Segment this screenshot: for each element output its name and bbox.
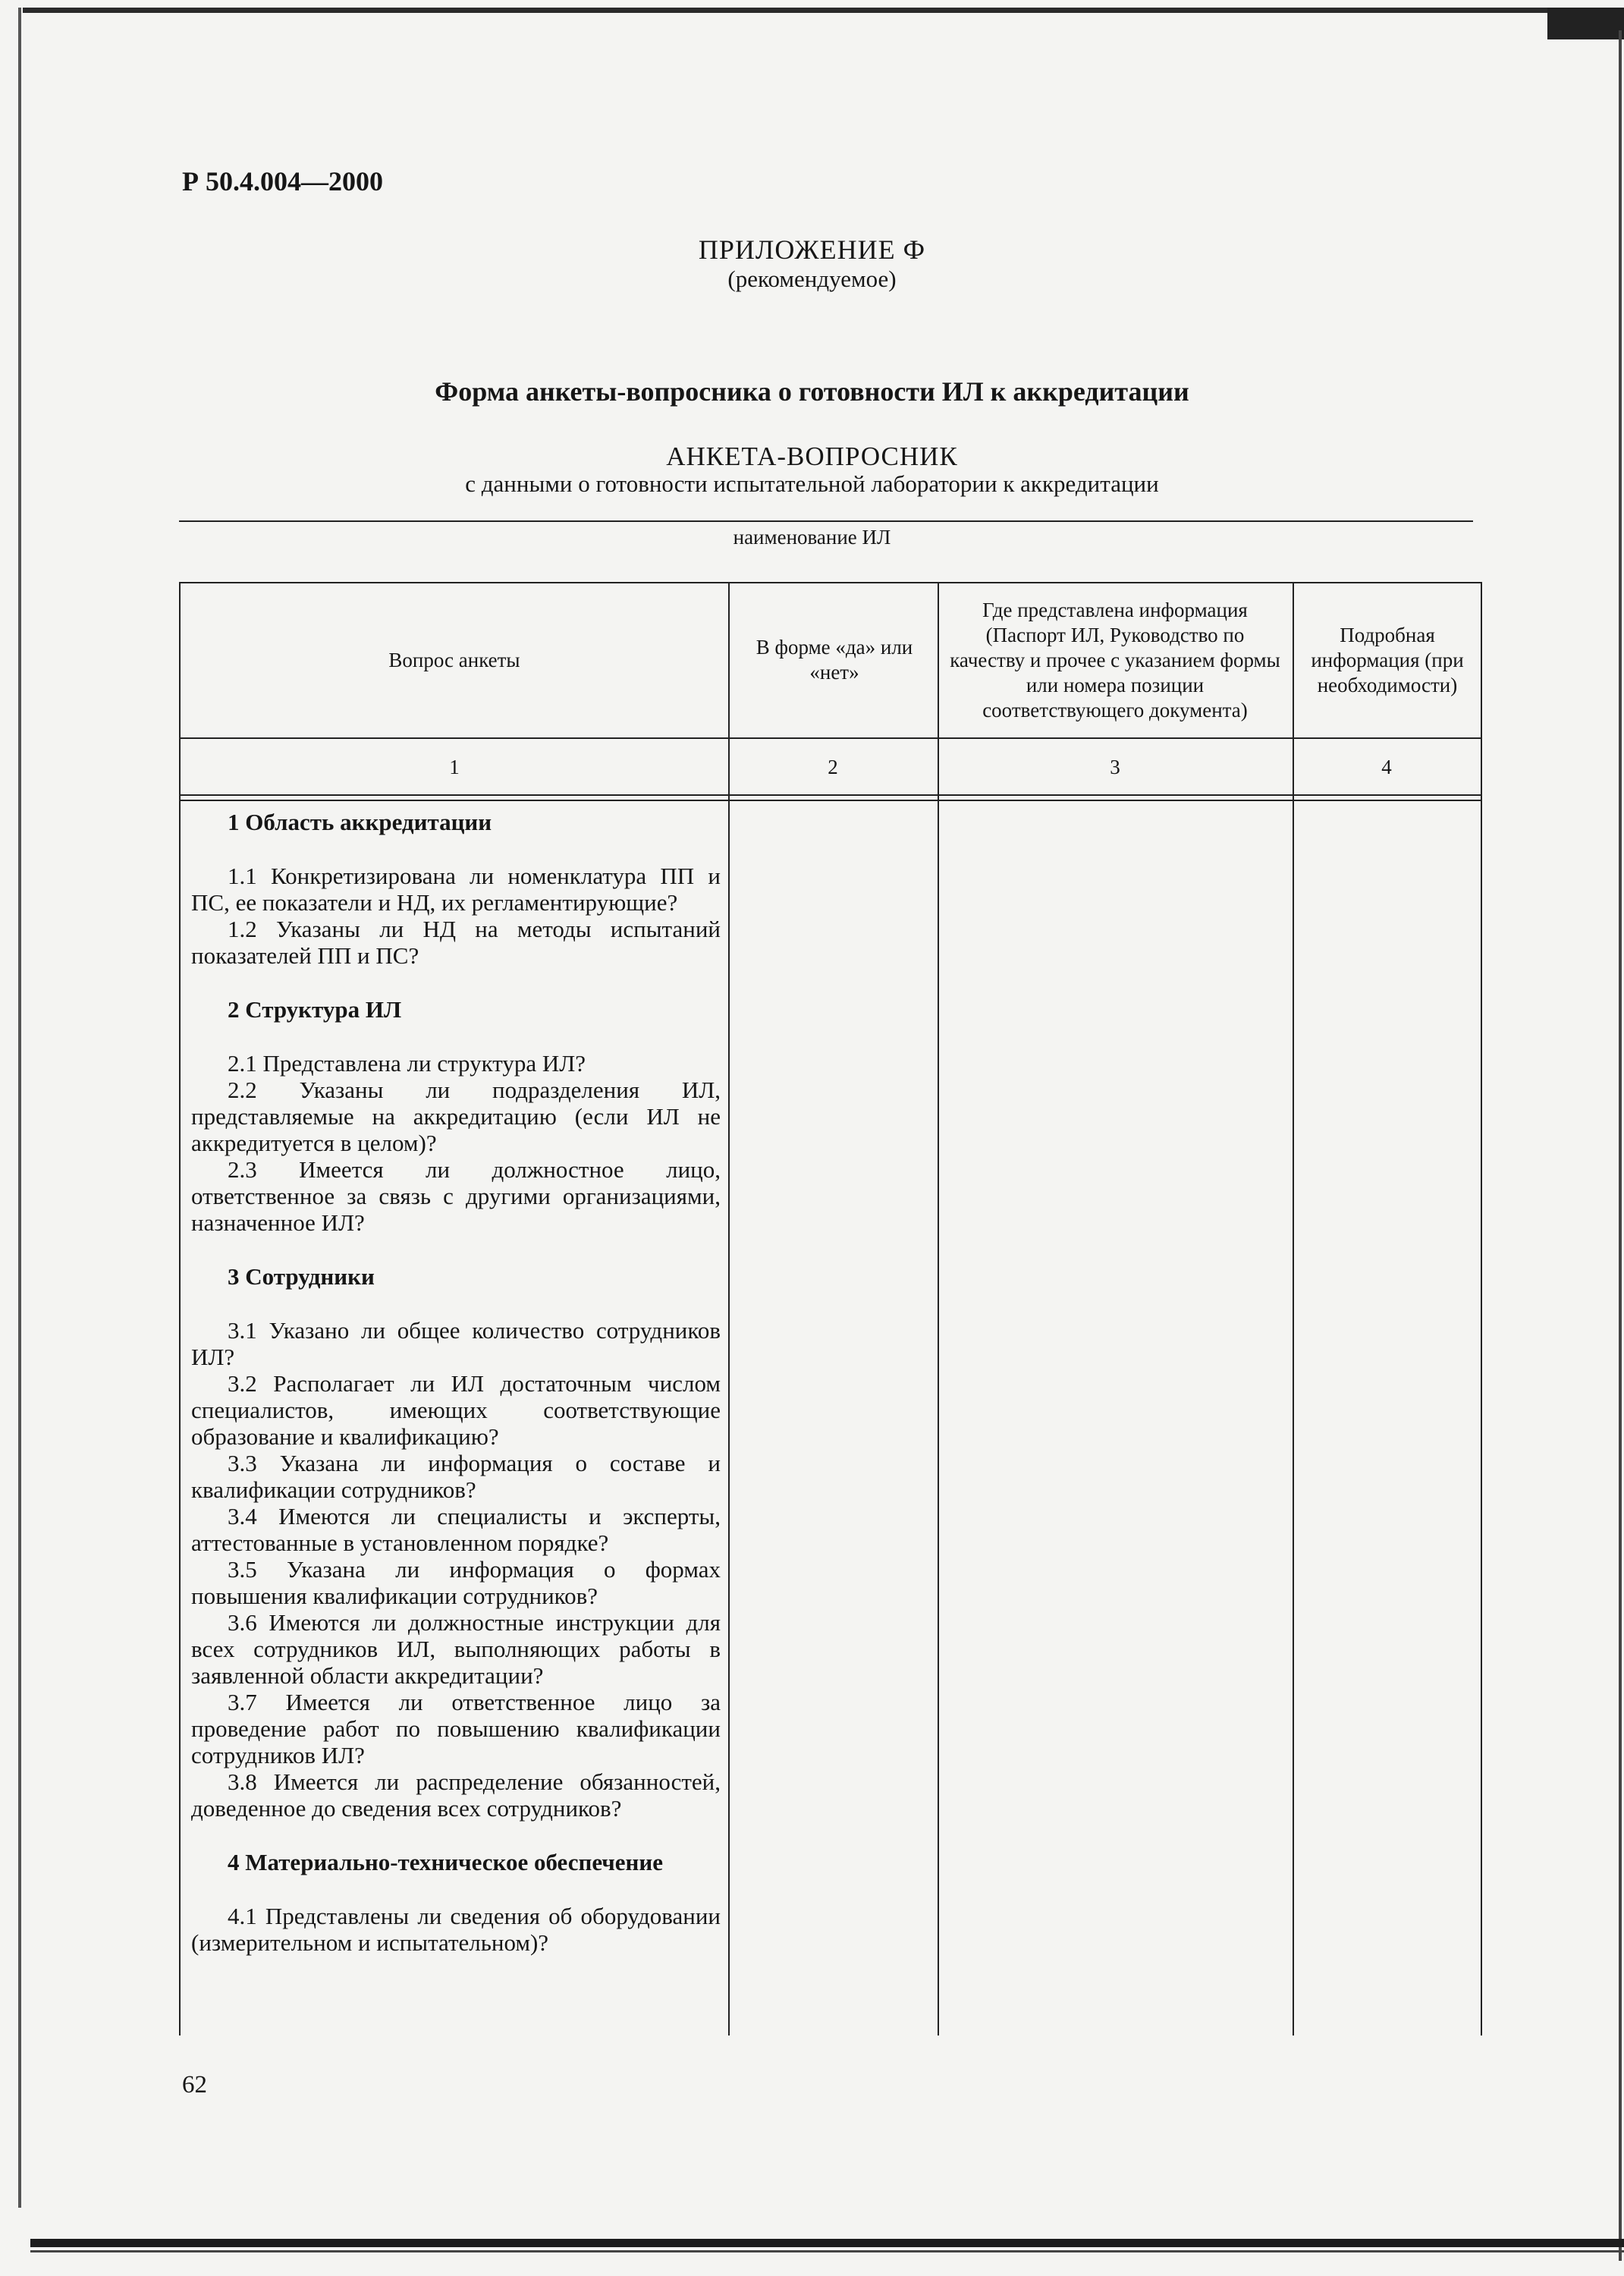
- section-heading: 2 Структура ИЛ: [228, 996, 402, 1023]
- question-item: 3.1 Указано ли общее количество сотрудников ИЛ?: [191, 1317, 721, 1370]
- questionnaire-subtitle: с данными о готовности испытательной лаборатории к аккредитации: [465, 470, 1159, 497]
- table-col-border-3: [1293, 582, 1294, 2036]
- section-heading: 3 Сотрудники: [228, 1263, 375, 1290]
- question-item: 3.7 Имеется ли ответственное лицо за проведение работ по повышению квалификации сотрудников ИЛ?: [191, 1689, 721, 1768]
- column-number-3: 3: [1110, 756, 1120, 778]
- scan-border-top: [23, 8, 1608, 13]
- table-col-border-2: [938, 582, 939, 2036]
- header-yes-no: В форме «да» или «нет»: [755, 636, 913, 684]
- question-item: 2.2 Указаны ли подразделения ИЛ, представляемые на аккредитацию (если ИЛ не аккредитуется в целом)?: [191, 1077, 721, 1156]
- appendix-note: (рекомендуемое): [727, 266, 897, 292]
- question-item: 3.3 Указана ли информация о составе и квалификации сотрудников?: [191, 1450, 721, 1503]
- scan-border-right: [1619, 30, 1622, 2261]
- form-title: Форма анкеты-вопросника о готовности ИЛ к аккредитации: [435, 376, 1189, 407]
- section-heading: 1 Область аккредитации: [228, 809, 492, 835]
- column-number-2: 2: [828, 756, 838, 778]
- question-item: 4.1 Представлены ли сведения об оборудовании (измерительном и испытательном)?: [191, 1903, 721, 1956]
- question-item: 1.2 Указаны ли НД на методы испытаний показателей ПП и ПС?: [191, 916, 721, 969]
- question-item: 3.2 Располагает ли ИЛ достаточным числом специалистов, имеющих соответствующие образование и квалификацию?: [191, 1370, 721, 1450]
- table-border-top: [179, 582, 1482, 583]
- question-item: 3.6 Имеются ли должностные инструкции для всех сотрудников ИЛ, выполняющих работы в заявленной области аккредитации?: [191, 1609, 721, 1689]
- scan-border-corner: [1547, 8, 1624, 39]
- questionnaire-title: АНКЕТА-ВОПРОСНИК: [666, 442, 958, 471]
- table-col-border-1: [728, 582, 730, 2036]
- scan-border-bottom: [30, 2239, 1624, 2247]
- column-number-4: 4: [1381, 756, 1392, 778]
- lab-name-line: [179, 520, 1473, 522]
- table-col-border-0: [179, 582, 181, 2036]
- table-col-border-4: [1481, 582, 1482, 2036]
- header-question: Вопрос анкеты: [388, 648, 520, 671]
- document-code: Р 50.4.004—2000: [182, 166, 383, 196]
- lab-name-caption: наименование ИЛ: [733, 526, 891, 549]
- question-list: [191, 809, 721, 1956]
- table-numbers-divider-double: [179, 800, 1482, 801]
- section-heading: 4 Материально-техническое обеспечение: [228, 1849, 664, 1875]
- appendix-title: ПРИЛОЖЕНИЕ Ф: [698, 234, 926, 265]
- column-number-1: 1: [449, 756, 460, 778]
- question-item: 3.8 Имеется ли распределение обязанностей, доведенное до сведения всех сотрудников?: [191, 1768, 721, 1822]
- header-details: Подробная информация (при необходимости): [1311, 623, 1464, 696]
- scan-border-left: [18, 8, 21, 2208]
- question-item: 1.1 Конкретизирована ли номенклатура ПП и ПС, ее показатели и НД, их регламентирующие?: [191, 863, 721, 916]
- question-item: 3.5 Указана ли информация о формах повышения квалификации сотрудников?: [191, 1556, 721, 1609]
- question-item: 2.1 Представлена ли структура ИЛ?: [228, 1050, 586, 1077]
- question-item: 3.4 Имеются ли специалисты и эксперты, аттестованные в установленном порядке?: [191, 1503, 721, 1556]
- header-info-location: Где представлена информация (Паспорт ИЛ, Руководство по качеству и прочее с указанием формы или номера позиции соответствующего документа): [950, 598, 1280, 721]
- table-header-divider: [179, 737, 1482, 739]
- table-numbers-divider: [179, 794, 1482, 796]
- question-item: 2.3 Имеется ли должностное лицо, ответственное за связь с другими организациями, назначенное ИЛ?: [191, 1156, 721, 1236]
- scan-border-bottom-thin: [30, 2250, 1624, 2252]
- page-number: 62: [182, 2071, 207, 2098]
